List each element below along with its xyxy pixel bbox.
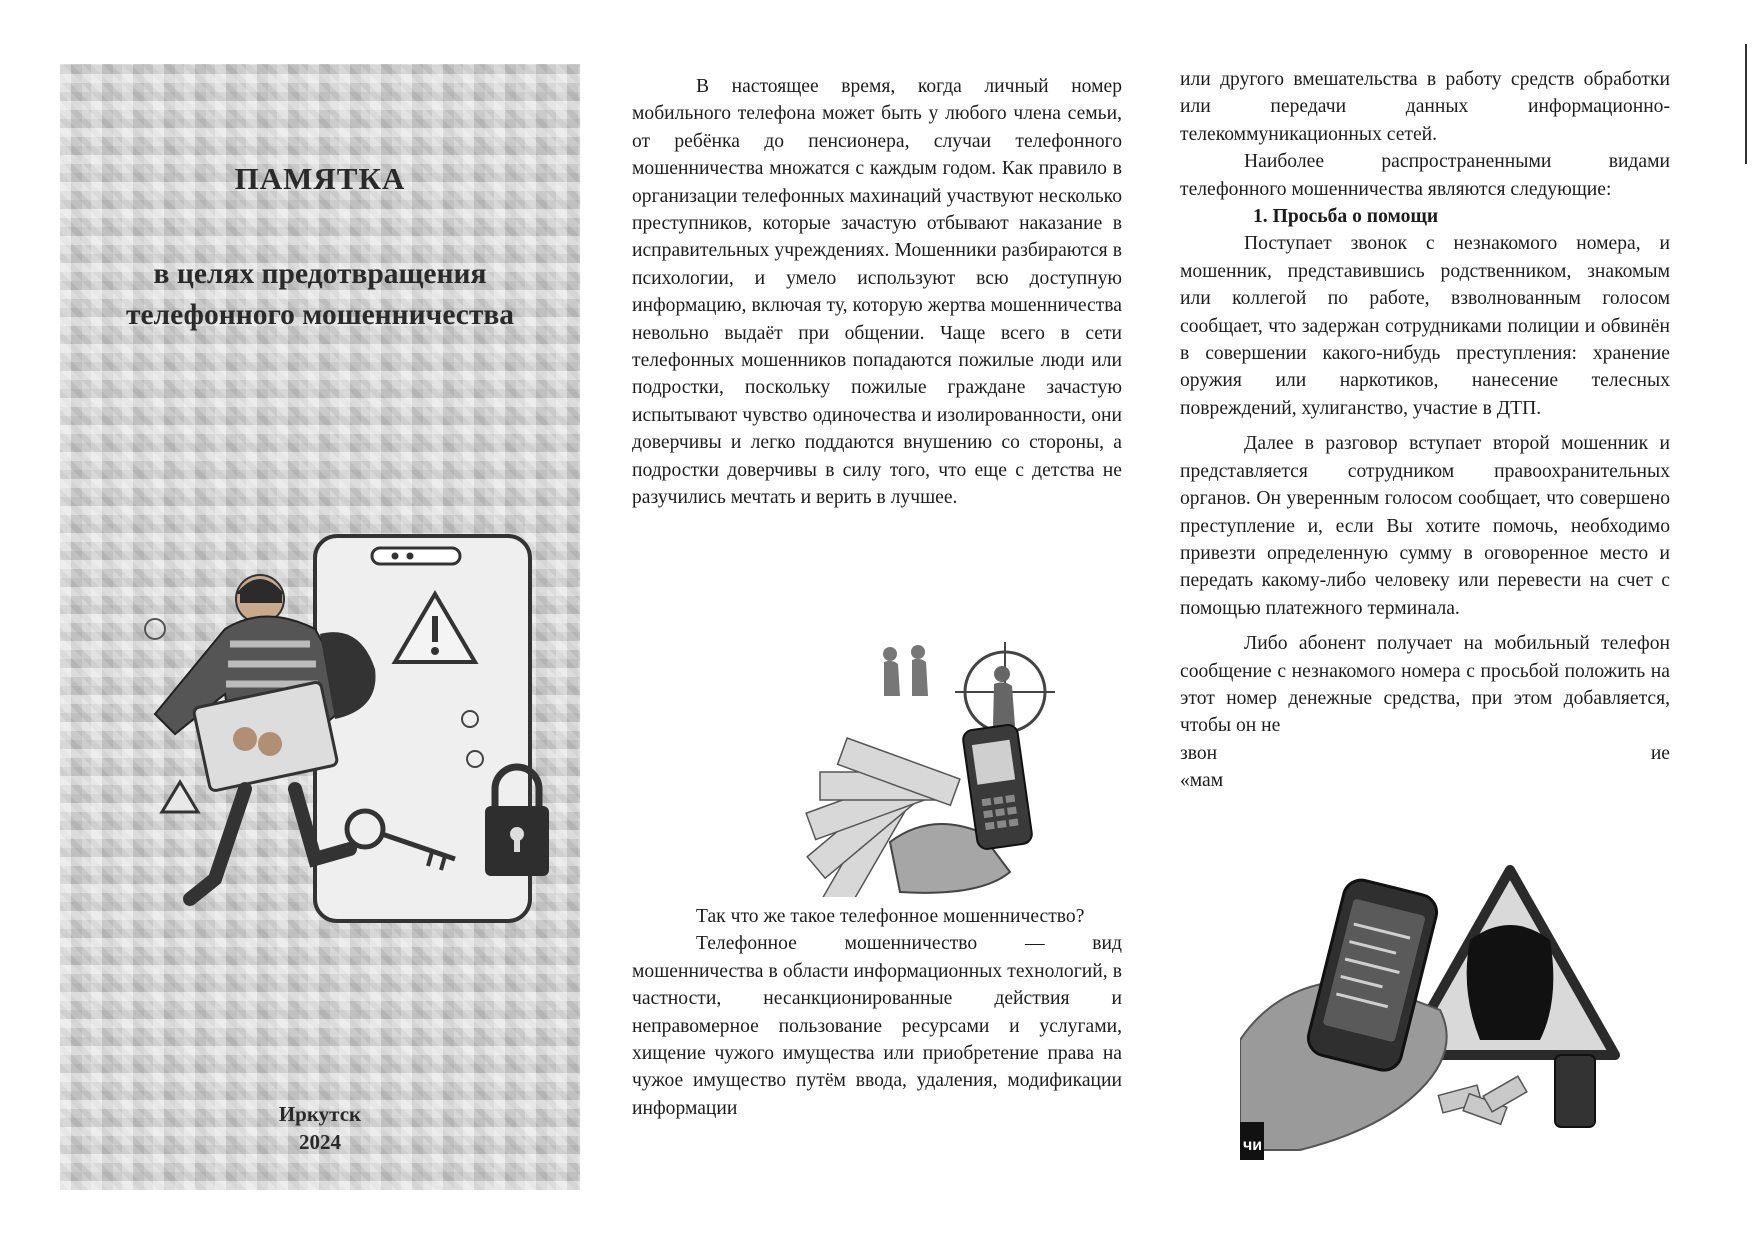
partial-line-left: звон xyxy=(1180,742,1218,764)
right-column xyxy=(1180,66,1670,795)
cover-subtitle xyxy=(60,254,580,337)
intro-paragraph: В настоящее время, когда личный номер мобильного телефона может быть у любого члена семьи, от ребёнка до пенсионера, случаи телефонного мошенничества множатся с каждым годом. Как правило в организации телефонных махинаций участвуют несколько преступников, которые зачастую отбывают наказание в исправительных учреждениях. Мошенники разбираются в психологии, и умело используют всю доступную информацию, включая ту, которую жертва мошенничества невольно выдаёт при общении. Чаще всего в сети телефонных мошенников попадаются пожилые люди или подростки, поскольку пожилые граждане зачастую испытывают чувство одиночества и изолированности, они доверчивы и легко поддаются внушению со стороны, а подростки доверчивы в силу того, что еще с детства не разучились мечтать и верить в лучшее. xyxy=(632,76,1122,509)
section-heading-help-request: 1. Просьба о помощи xyxy=(1253,206,1439,228)
help-request-paragraph-1: Поступает звонок с незнакомого номера, и мошенник, представившись родственником, знакомым или коллегой по работе, взволнованным голосом сообщает, что задержан сотрудниками полиции и обвинён в совершении какого-нибудь преступления: хранение оружия или наркотиков, нанесение телесных повреждений, хулиганство, участие в ДТП. xyxy=(1180,233,1670,419)
partial-line-2: «мам xyxy=(1180,770,1224,792)
phone-thief-illustration-icon xyxy=(110,534,580,1014)
cover-year: 2024 xyxy=(299,1130,341,1154)
help-request-paragraph-2: Далее в разговор вступает второй мошенник и представляется сотрудником правоохранительных органов. Он уверенным голосом сообщает, что совершено преступление и, если Вы хотите помочь, необходимо привезти определенную сумму в оговоренное место и передать какому-либо человеку или перевести на счет с помощью платежного терминала. xyxy=(1180,433,1670,619)
cover-title: ПАМЯТКА xyxy=(234,161,406,196)
cover-subtitle-line-2: телефонного мошенничества xyxy=(125,299,515,332)
partial-line-right: ие xyxy=(1650,742,1670,764)
continuation-paragraph: или другого вмешательства в работу средств обработки или передачи данных информационно-телекоммуникационных сетей. xyxy=(1180,69,1670,145)
definition-question: Так что же такое телефонное мошенничество? xyxy=(696,906,1085,927)
help-request-paragraph-3: Либо абонент получает на мобильный телефон сообщение с незнакомого номера с просьбой положить на этот номер денежные средства, при этом добавляется, чтобы он не xyxy=(1180,633,1670,737)
cover-subtitle-line-1: в целях предотвращения xyxy=(153,258,487,290)
types-intro: Наиболее распространенными видами телефонного мошенничества являются следующие: xyxy=(1180,151,1670,200)
fold-line xyxy=(1745,44,1747,164)
phone-warning-sign-illustration-icon xyxy=(1240,860,1640,1160)
middle-column-bottom xyxy=(632,903,1122,1122)
middle-column xyxy=(632,73,1122,512)
partial-line xyxy=(1180,740,1670,767)
definition-paragraph: Телефонное мошенничество — вид мошенничества в области информационных технологий, в частности, несанкционированные действия и неправомерное пользование ресурсами и услугами, хищение чужого имущества или приобретение права на чужое имущество путём ввода, удаления, модификации информации xyxy=(632,933,1122,1119)
figure-caption: чи xyxy=(1243,1137,1263,1154)
cover-city: Иркутск xyxy=(278,1102,362,1126)
cover-panel xyxy=(60,64,580,1190)
phone-scam-money-illustration-icon xyxy=(780,632,1140,897)
